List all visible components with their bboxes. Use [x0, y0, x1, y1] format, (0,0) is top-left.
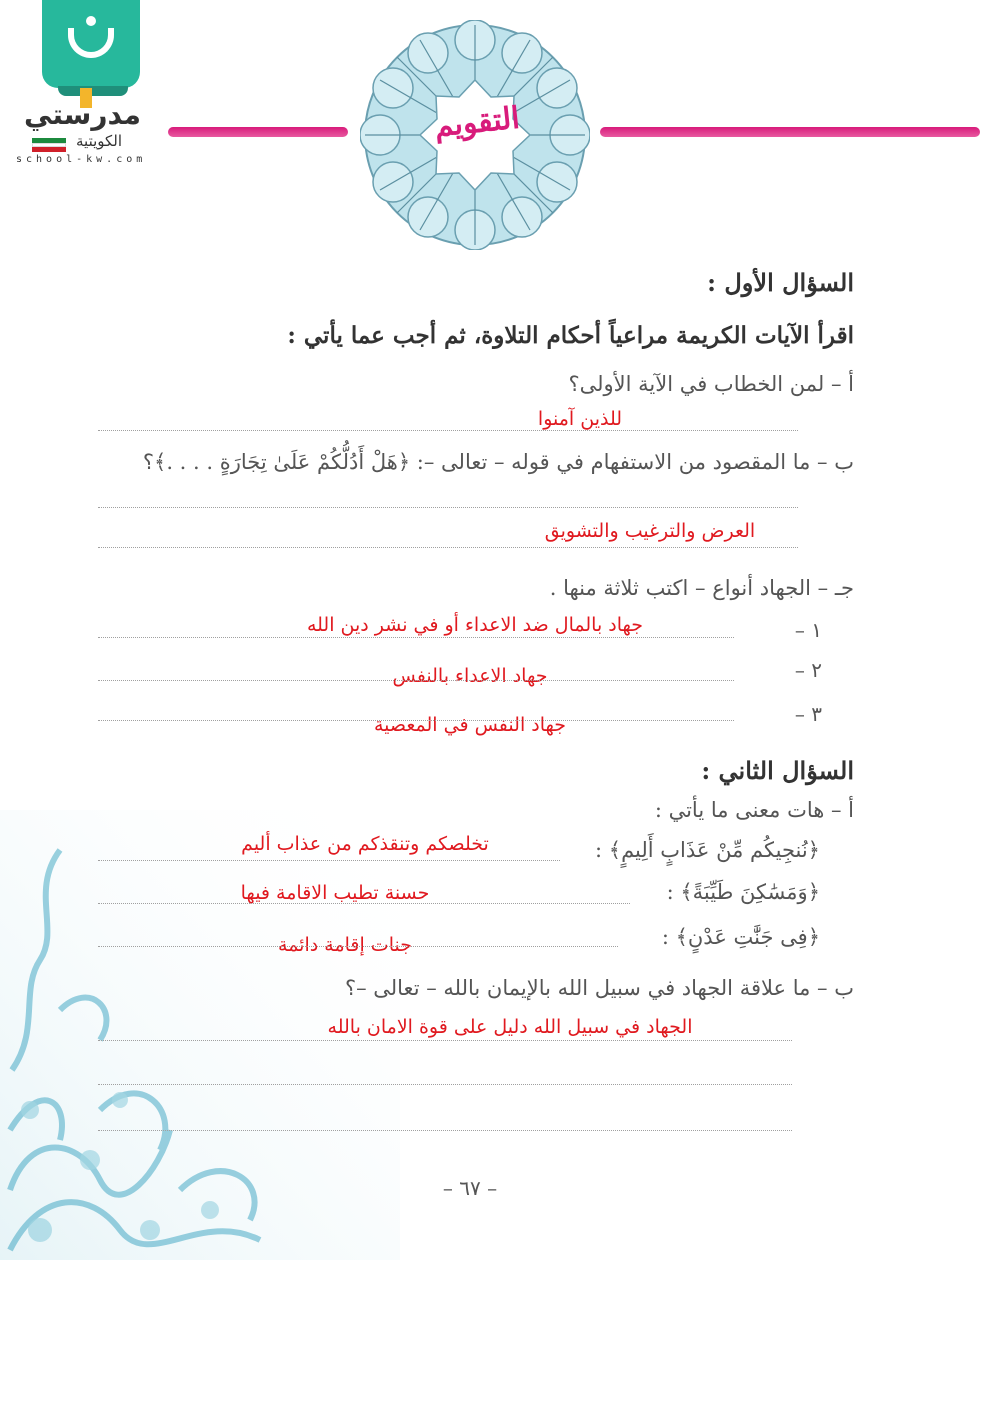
q1-a-question: أ – لمن الخطاب في الآية الأولى؟ — [568, 372, 854, 396]
logo-subtitle: الكويتية — [76, 132, 123, 150]
list-number: ٣ – — [794, 702, 822, 726]
q2-a-answer-2: حسنة تطيب الاقامة فيها — [240, 882, 430, 904]
q2-b-question: ب – ما علاقة الجهاد في سبيل الله بالإيمان بالله – تعالى –؟ — [344, 976, 854, 1000]
header-bar-left — [168, 127, 348, 137]
logo-url: school-kw.com — [16, 154, 147, 165]
q2-a-answer-3: جنات إقامة دائمة — [278, 934, 412, 956]
list-number: ١ – — [794, 618, 822, 642]
q1-b-answer: العرض والترغيب والتشويق — [544, 520, 756, 542]
answer-line — [98, 547, 798, 548]
q2-a-answer-1: تخلصكم وتنقذكم من عذاب أليم — [241, 833, 489, 855]
answer-line — [98, 680, 734, 681]
q2-a-question: أ – هات معنى ما يأتي : — [654, 798, 854, 822]
answer-line — [98, 860, 560, 861]
q1-c-question: جـ – الجهاد أنواع – اكتب ثلاثة منها . — [549, 576, 854, 600]
logo-mark-icon — [42, 0, 140, 88]
q1-c-answer-2: جهاد الاعداء بالنفس — [392, 665, 548, 687]
q1-c-answer-1: جهاد بالمال ضد الاعداء أو في نشر دين الله — [306, 614, 644, 636]
page-number: – ٦٧ – — [442, 1176, 498, 1200]
kuwait-flag-icon — [32, 138, 66, 152]
logo-dot — [86, 16, 96, 26]
q1-b-question: ب – ما المقصود من الاستفهام في قوله – تعالى –: ﴿هَلْ أَدُلُّكُمْ عَلَىٰ تِجَارَةٍ . . . .﴾؟ — [142, 450, 854, 474]
list-number: ٢ – — [794, 658, 822, 682]
answer-line — [98, 903, 630, 904]
answer-line — [98, 507, 798, 508]
answer-line — [98, 1130, 792, 1131]
q2-a-term-1: ﴿نُنجِيكُم مِّنْ عَذَابٍ أَلِيمٍ﴾ : — [595, 838, 820, 862]
q2-b-answer: الجهاد في سبيل الله دليل على قوة الامان بالله — [327, 1016, 693, 1038]
header-bar-right — [600, 127, 980, 137]
q2-a-term-2: ﴿وَمَسَٰكِنَ طَيِّبَةً﴾ : — [666, 880, 820, 904]
section-title: التقويم — [432, 100, 522, 145]
answer-line — [98, 637, 734, 638]
answer-line — [98, 720, 734, 721]
q1-instruction: اقرأ الآيات الكريمة مراعياً أحكام التلاوة، ثم أجب عما يأتي : — [287, 322, 854, 349]
logo-name: مدرستي — [24, 98, 141, 131]
q1-a-answer: للذين آمنوا — [537, 408, 623, 430]
answer-line — [98, 946, 618, 947]
answer-line — [98, 430, 798, 431]
logo-smile — [68, 28, 114, 58]
answer-line — [98, 1084, 792, 1085]
school-logo — [10, 0, 170, 170]
answer-line — [98, 1040, 792, 1041]
q1-heading: السؤال الأول : — [707, 268, 854, 297]
q2-a-term-3: ﴿فِى جَنَّٰتِ عَدْنٍ﴾ : — [661, 925, 820, 949]
q1-c-answer-3: جهاد النفس في المعصية — [373, 714, 567, 736]
q2-heading: السؤال الثاني : — [701, 756, 854, 785]
